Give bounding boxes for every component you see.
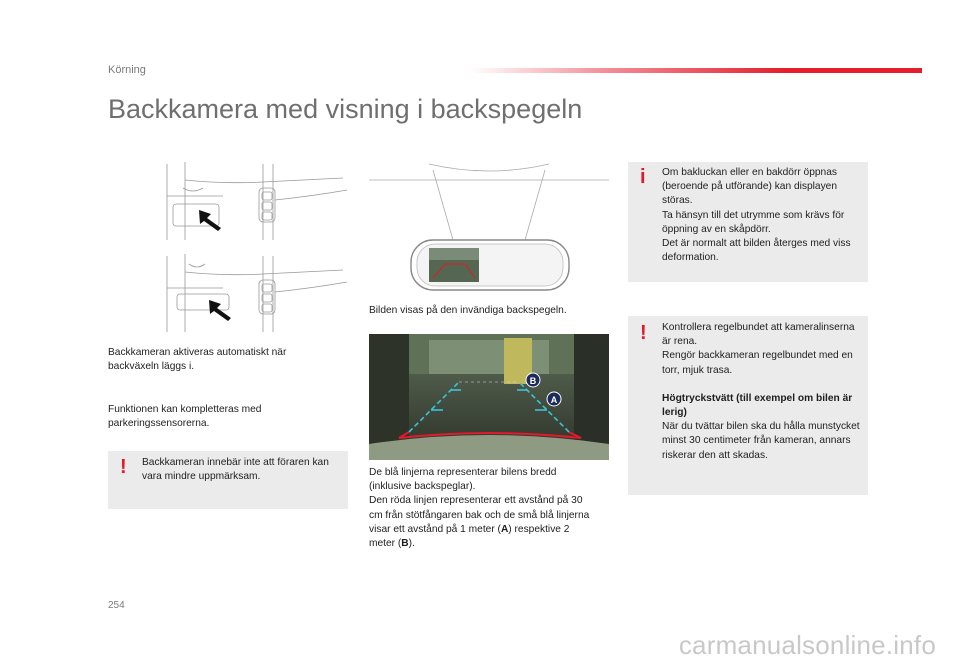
page-title: Backkamera med visning i backspegeln (108, 94, 583, 124)
header-accent-bar (470, 68, 922, 73)
warning-icon: ! (640, 322, 647, 344)
warning-box-attention (108, 451, 348, 509)
guide-lines-description (369, 466, 594, 551)
camera-view-image (369, 334, 609, 460)
high-pressure-heading: Högtryckstvätt (till exempel om bilen är lerig) (662, 392, 853, 419)
page-number: 254 (108, 600, 125, 611)
warning-text: Backkameran innebär inte att föraren kan vara mindre uppmärksam. (142, 457, 329, 483)
marker-b-icon (526, 373, 540, 387)
cleaning-text: Kontrollera regelbundet att kameralinserna är rena. Rengör backkameran regelbundet med en torr, mjuk trasa. Högtryckstvätt (till exempel om bilen är lerig) När du tvättar bilen ska du hålla munstycket minst 30 centimeter från kameran, annars riskerar den att skadas. (662, 321, 864, 463)
warning-icon: ! (120, 456, 127, 478)
info-text: Om bakluckan eller en bakdörr öppnas (beroende på utförande) kan displayen störas. Ta hänsyn till det utrymme som krävs för öppning av en skåpdörr. Det är normalt att bilden återges med viss deformation. (662, 167, 851, 264)
rear-view-mirror-illustration (369, 160, 609, 292)
label-a: A (500, 523, 509, 535)
mirror-caption: Bilden visas på den invändiga backspegeln. (369, 305, 567, 316)
camera-location-illustration (163, 160, 349, 336)
blue-lines-text: De blå linjerna representerar bilens bredd (inklusive backspeglar). (369, 467, 557, 493)
info-icon: i (640, 166, 646, 188)
marker-a-icon (547, 392, 561, 406)
warning-box-cleaning (628, 316, 868, 495)
info-box (628, 162, 868, 282)
label-b: B (401, 538, 409, 550)
marker-a-label: A (550, 395, 558, 405)
watermark: carmanualsonline.info (678, 630, 936, 660)
activation-paragraph: Backkameran aktiveras automatiskt när backväxeln läggs i. (108, 347, 287, 373)
marker-b-label: B (529, 376, 537, 386)
red-line-text: Den röda linjen representerar ett avstånd på 30 cm från stötfångaren bak och de små blå linjerna visar ett avstånd på 1 meter (A) respektive 2 meter (B). (369, 495, 590, 550)
sensors-paragraph: Funktionen kan kompletteras med parkeringssensorerna. (108, 404, 262, 430)
section-label: Körning (108, 64, 146, 76)
